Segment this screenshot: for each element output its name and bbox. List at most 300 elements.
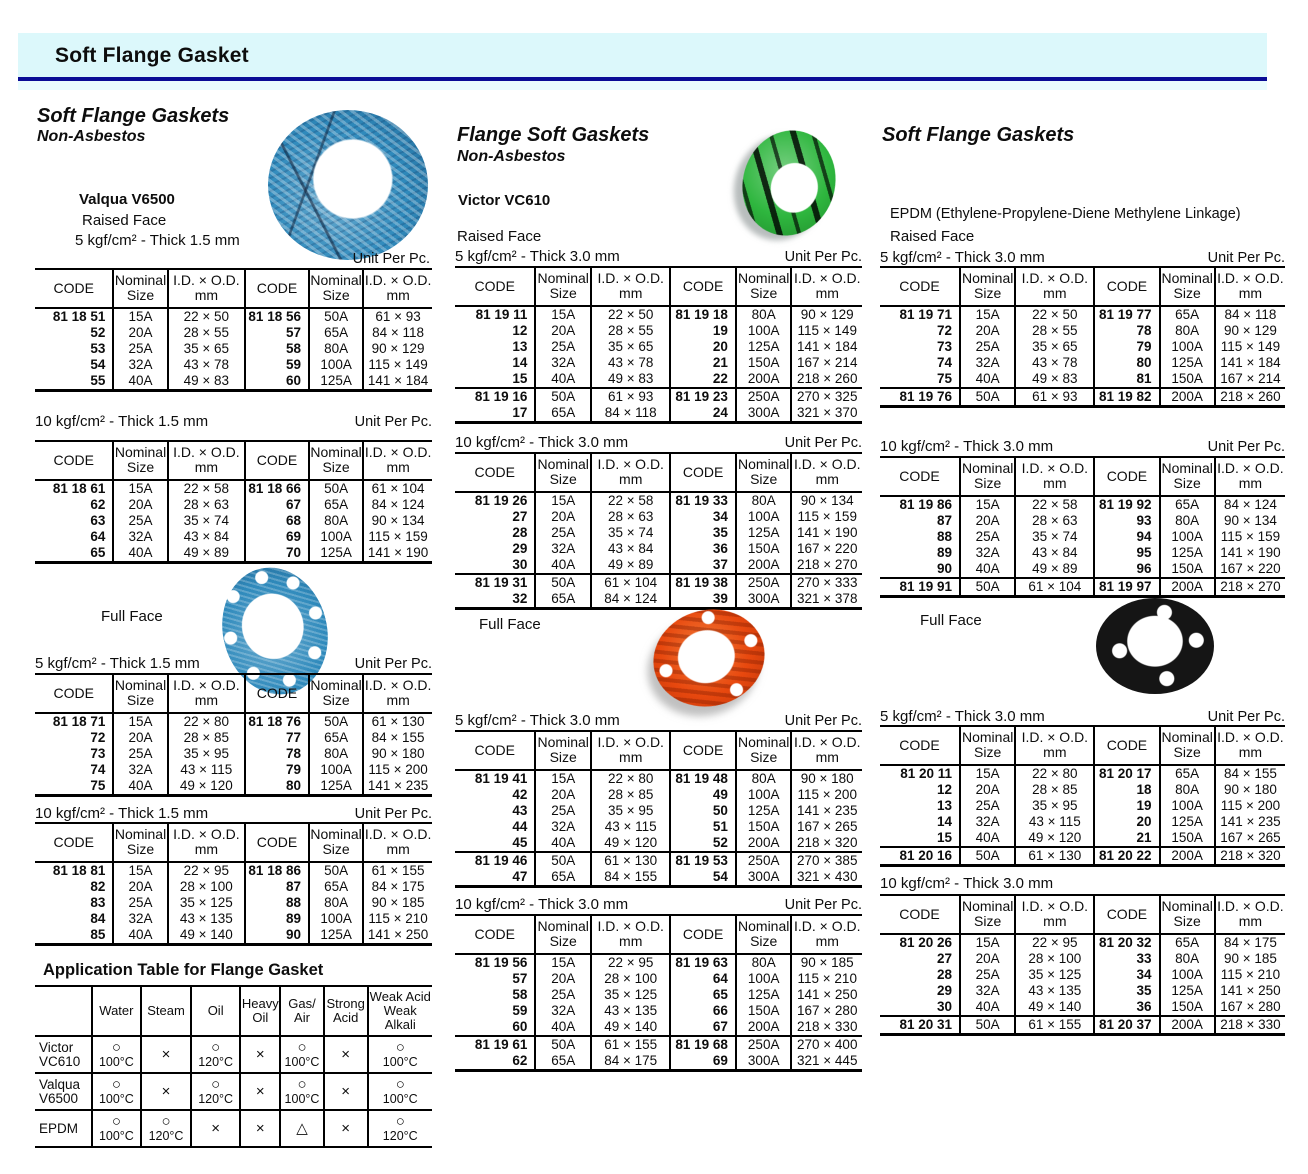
cell: 84 × 118 [1215,306,1285,323]
cell: ○ 100°C [92,1110,142,1147]
cell: 80A [736,954,792,971]
cell: × [240,1110,280,1147]
cell: 81 18 86 [245,862,309,879]
cell: 50A [960,578,1015,597]
cell: 28 × 63 [591,509,670,525]
table-row [455,509,862,525]
cell: 100A [736,323,792,339]
cell: 43 × 135 [1015,983,1094,999]
cell: 32A [535,541,591,557]
table-fullface-10kgf [35,822,432,946]
cell: 90 × 134 [1215,513,1285,529]
header-cell: CODE [474,925,515,942]
cell: 25A [113,341,167,357]
header-cell: Nominal Size [736,453,792,492]
cell: 50A [960,847,1015,866]
table-row [35,341,432,357]
cell: 75 [936,371,953,386]
cell: 39 [670,591,736,609]
cell: 75 [90,778,106,793]
table-row [455,1019,862,1036]
cell: 81 19 18 [670,306,736,323]
table-row [35,862,432,879]
cell: 84 × 124 [591,591,670,609]
cell: 50 [670,803,736,819]
cell: 14 [512,355,528,370]
cell: 43 × 84 [168,529,245,545]
cell: 80A [736,306,792,323]
cell: 95 [1094,545,1159,561]
table-row [35,1036,432,1073]
cell: 32 [512,591,528,606]
table-row [455,371,862,388]
table-row [455,591,862,609]
cell: 74 [90,762,106,777]
header-row [880,895,1285,934]
cell: 81 19 26 [474,493,528,508]
cell: 43 [512,803,528,818]
table-row [455,852,862,869]
cell: 81 18 61 [52,481,106,496]
cell: 167 × 265 [791,819,862,835]
cell: 65A [535,869,591,887]
cell: 28 × 100 [168,879,245,895]
cell: 63 [90,513,106,528]
cell: 54 [90,357,106,372]
header-cell: CODE [245,823,309,862]
header-cell: Nominal Size [535,731,591,770]
table-row [880,999,1285,1016]
cell: 35 × 74 [168,513,245,529]
cell: ○ 120°C [141,1110,191,1147]
cell: 81 19 77 [1094,306,1159,323]
header-cell: I.D. × O.D. mm [168,441,245,480]
table-row [455,819,862,835]
header-row [35,823,432,862]
cell: 115 × 149 [791,323,862,339]
table-row [880,496,1285,513]
cell: 45 [512,835,528,850]
cell: 81 19 56 [474,955,528,970]
header-cell: Nominal Size [309,674,363,713]
cell: 65 [90,545,106,560]
cell: 25A [535,987,591,1003]
cell: 250A [736,1036,792,1053]
cell: 81 18 51 [52,309,106,324]
cell: 40A [113,927,167,945]
cell: 20A [960,951,1015,967]
cell: 20 [1094,814,1159,830]
table-row [455,557,862,574]
table-fullface-10kgf [880,894,1285,1036]
table-row [35,778,432,796]
cell: 50A [535,852,591,869]
cell: 15A [113,308,167,325]
cell: 79 [245,762,309,778]
cell: 81 19 38 [670,574,736,591]
unit-label: Unit Per Pc. [1207,250,1285,266]
header-cell: I.D. × O.D. mm [591,915,670,954]
cell: 61 × 104 [363,480,432,497]
cell: 28 × 85 [1015,782,1094,798]
cell: 32A [960,814,1015,830]
header-cell: I.D. × O.D. mm [1215,457,1285,496]
cell: 15 [512,371,528,386]
header-cell: I.D. × O.D. mm [791,915,862,954]
cell: 50A [309,862,363,879]
spec-label: 5 kgf/cm² - Thick 3.0 mm [880,249,1045,266]
cell: 69 [245,529,309,545]
cell: 81 19 91 [899,579,953,594]
header-cell: Oil [191,986,241,1036]
cell: 150A [736,355,792,371]
cell: 40A [960,371,1015,388]
cell: 90 × 180 [791,770,862,787]
cell: 20A [535,509,591,525]
header-cell: Nominal Size [960,726,1015,765]
cell: 49 × 89 [591,557,670,574]
cell: 125A [736,987,792,1003]
cell: 100A [1160,798,1215,814]
cell: 28 × 100 [1015,951,1094,967]
header-cell: Nominal Size [113,674,167,713]
cell: 125A [309,373,363,391]
product-name: Victor VC610 [458,192,551,209]
cell: ○ 100°C [368,1036,433,1073]
cell: 321 × 430 [791,869,862,887]
table-row [455,323,862,339]
cell: 81 18 76 [245,713,309,730]
cell: 87 [245,879,309,895]
header-row [35,441,432,480]
cell: 25A [113,746,167,762]
cell: 125A [1160,983,1215,999]
cell: 96 [1094,561,1159,578]
cell: 141 × 235 [791,803,862,819]
table-row [455,1053,862,1071]
cell: 65A [1160,496,1215,513]
cell: 50A [309,713,363,730]
unit-label: Unit Per Pc. [352,251,430,267]
header-cell: I.D. × O.D. mm [168,674,245,713]
cell: 141 × 184 [1215,355,1285,371]
cell: 55 [90,373,106,388]
cell: 43 × 84 [1015,545,1094,561]
header-cell: Nominal Size [736,731,792,770]
cell: 70 [245,545,309,563]
face-type-label: Raised Face [82,212,167,229]
product-name: Valqua V6500 [79,191,175,208]
cell: 22 × 95 [591,954,670,971]
cell: 13 [512,339,528,354]
cell: 321 × 370 [791,405,862,423]
cell: 49 × 140 [168,927,245,945]
cell: 32A [113,529,167,545]
table-row [880,513,1285,529]
cell: 81 20 17 [1094,765,1159,782]
cell: 40A [113,545,167,563]
header-cell: CODE [474,741,515,758]
table-row [455,971,862,987]
cell: 32A [960,983,1015,999]
cell: 22 × 95 [1015,934,1094,951]
header-cell: CODE [1094,726,1159,765]
cell: 49 × 140 [591,1019,670,1036]
cell: 81 20 37 [1094,1016,1159,1035]
cell: 65A [309,879,363,895]
column-right [880,118,1285,1078]
cell: 28 × 55 [168,325,245,341]
table-row [880,798,1285,814]
table-row [35,730,432,746]
table-row [880,306,1285,323]
application-table-title: Application Table for Flange Gasket [43,961,324,979]
cell: 81 19 31 [474,575,528,590]
header-cell: CODE [670,453,736,492]
cell: 125A [309,545,363,563]
cell: 53 [90,341,106,356]
cell: 90 × 185 [363,895,432,911]
cell: 81 19 76 [899,389,953,404]
cell: 81 19 16 [474,389,528,404]
table-row [455,355,862,371]
header-cell: I.D. × O.D. mm [363,269,432,308]
header-cell: Heavy Oil [240,986,280,1036]
cell: 167 × 280 [791,1003,862,1019]
cell: 167 × 214 [791,355,862,371]
cell: 61 × 104 [591,574,670,591]
cell: 36 [1094,999,1159,1016]
header-cell: CODE [670,267,736,306]
cell: 270 × 325 [791,388,862,405]
cell: 84 × 118 [591,405,670,423]
cell: 73 [90,746,106,761]
gasket-photo-raised-green [730,119,848,246]
cell: 51 [670,819,736,835]
cell: 100A [1160,339,1215,355]
cell: 61 × 130 [363,713,432,730]
table-row [880,355,1285,371]
cell: 115 × 200 [1215,798,1285,814]
cell: 27 [512,509,528,524]
cell: 81 19 71 [899,307,953,322]
cell: 58 [512,987,528,1002]
cell: 80 [245,778,309,796]
cell: 28 × 55 [1015,323,1094,339]
cell: 84 × 118 [363,325,432,341]
cell: ○ 120°C [191,1036,241,1073]
face-type-label: Raised Face [890,228,975,245]
cell: 100A [736,787,792,803]
cell: 218 × 270 [791,557,862,574]
cell: 25A [113,895,167,911]
cell: 85 [90,927,106,942]
table-row [455,405,862,423]
cell: 83 [90,895,106,910]
cell: 43 × 135 [168,911,245,927]
table-row [35,529,432,545]
cell: 20A [113,497,167,513]
spec-label: 5 kgf/cm² - Thick 3.0 mm [455,712,620,729]
unit-label: Unit Per Pc. [784,713,862,729]
cell: 125A [309,778,363,796]
cell: 81 19 68 [670,1036,736,1053]
cell: 141 × 250 [1215,983,1285,999]
header-cell: I.D. × O.D. mm [791,731,862,770]
cell: 150A [1160,371,1215,388]
cell: 32A [960,355,1015,371]
cell: 115 × 210 [363,911,432,927]
cell: 28 × 55 [591,323,670,339]
table-row [880,967,1285,983]
cell: 88 [936,529,953,544]
cell: 72 [936,323,953,338]
cell: 78 [1094,323,1159,339]
header-cell: Nominal Size [736,915,792,954]
cell: 61 × 93 [1015,388,1094,407]
cell: 141 × 190 [1215,545,1285,561]
header-cell: Nominal Size [309,823,363,862]
cell: 15 [936,830,953,845]
cell: Valqua V6500 [35,1073,92,1110]
unit-label: Unit Per Pc. [354,806,432,822]
cell: 20A [113,879,167,895]
table-row [35,927,432,945]
spec-label: 10 kgf/cm² - Thick 3.0 mm [880,875,1054,892]
cell: ○ 100°C [92,1036,142,1073]
cell: 25A [113,513,167,529]
column-left [35,105,432,1160]
cell: 22 × 95 [168,862,245,879]
cell: 65A [535,1053,591,1071]
cell: 100A [1160,529,1215,545]
header-cell: Nominal Size [113,823,167,862]
header-row [455,267,862,306]
table-row [455,1003,862,1019]
table-row [35,357,432,373]
cell: 32A [535,1003,591,1019]
header-cell: Steam [141,986,191,1036]
spec-label: 10 kgf/cm² - Thick 1.5 mm [35,413,209,430]
cell: 90 × 185 [1215,951,1285,967]
cell: 100A [736,971,792,987]
cell: 81 20 31 [899,1017,953,1032]
cell: 90 × 129 [791,306,862,323]
header-cell: Nominal Size [1160,895,1215,934]
cell: ○ 120°C [368,1110,433,1147]
cell: 49 × 83 [591,371,670,388]
header-row [455,453,862,492]
cell: 50A [535,574,591,591]
cell: 22 [670,371,736,388]
cell: 141 × 250 [791,987,862,1003]
cell: 100A [309,529,363,545]
header-cell: Nominal Size [535,915,591,954]
cell: 60 [512,1019,528,1034]
cell: 22 × 50 [1015,306,1094,323]
header-cell: Nominal Size [736,267,792,306]
cell: 32A [113,762,167,778]
cell: 28 [936,967,953,982]
cell: 18 [1094,782,1159,798]
cell: 30 [936,999,953,1014]
cell: 80A [309,341,363,357]
header-cell: Nominal Size [1160,267,1215,306]
cell: 167 × 214 [1215,371,1285,388]
table-row [880,339,1285,355]
cell: 29 [512,541,528,556]
cell: 35 × 65 [1015,339,1094,355]
cell: 15A [113,862,167,879]
cell: 43 × 84 [591,541,670,557]
unit-label: Unit Per Pc. [1207,439,1285,455]
cell: 125A [309,927,363,945]
cell: 50A [535,388,591,405]
cell: 35 × 74 [1015,529,1094,545]
header-cell: CODE [245,269,309,308]
cell: 80A [309,513,363,529]
header-cell: I.D. × O.D. mm [1015,457,1094,496]
table-row [455,770,862,787]
table-raised-5kgf [35,268,432,392]
cell: 125A [1160,355,1215,371]
cell: 62 [512,1053,528,1068]
cell: 25A [960,967,1015,983]
cell: 28 × 85 [591,787,670,803]
cell: 40A [960,830,1015,847]
cell: 81 20 16 [899,848,953,863]
cell: 167 × 220 [1215,561,1285,578]
cell: × [141,1073,191,1110]
cell: 81 19 46 [474,853,528,868]
face-type-label: Raised Face [457,228,542,245]
unit-label: Unit Per Pc. [1207,709,1285,725]
cell: 64 [670,971,736,987]
cell: Victor VC610 [35,1036,92,1073]
header-row [35,674,432,713]
cell: 77 [245,730,309,746]
cell: 37 [670,557,736,574]
cell: 21 [670,355,736,371]
header-cell: CODE [53,684,94,701]
cell: 218 × 260 [791,371,862,388]
table-row [455,306,862,323]
header-cell: Nominal Size [309,269,363,308]
header-cell: CODE [1094,267,1159,306]
table-row [35,308,432,325]
section-subtitle: Non-Asbestos [457,148,566,165]
cell: 25A [960,339,1015,355]
cell: 90 × 129 [363,341,432,357]
cell: 33 [1094,951,1159,967]
cell: 90 × 180 [1215,782,1285,798]
cell: 81 19 33 [670,492,736,509]
cell: 20A [535,323,591,339]
cell: 115 × 159 [791,509,862,525]
cell: 84 × 124 [363,497,432,513]
cell: 49 [670,787,736,803]
cell: 28 × 63 [168,497,245,513]
table-row [880,371,1285,388]
cell: 115 × 210 [791,971,862,987]
cell: 43 × 78 [591,355,670,371]
header-cell: I.D. × O.D. mm [791,267,862,306]
cell: ○ 100°C [280,1073,324,1110]
table-row [880,323,1285,339]
cell: 19 [670,323,736,339]
cell: 200A [736,835,792,852]
table-row [455,835,862,852]
